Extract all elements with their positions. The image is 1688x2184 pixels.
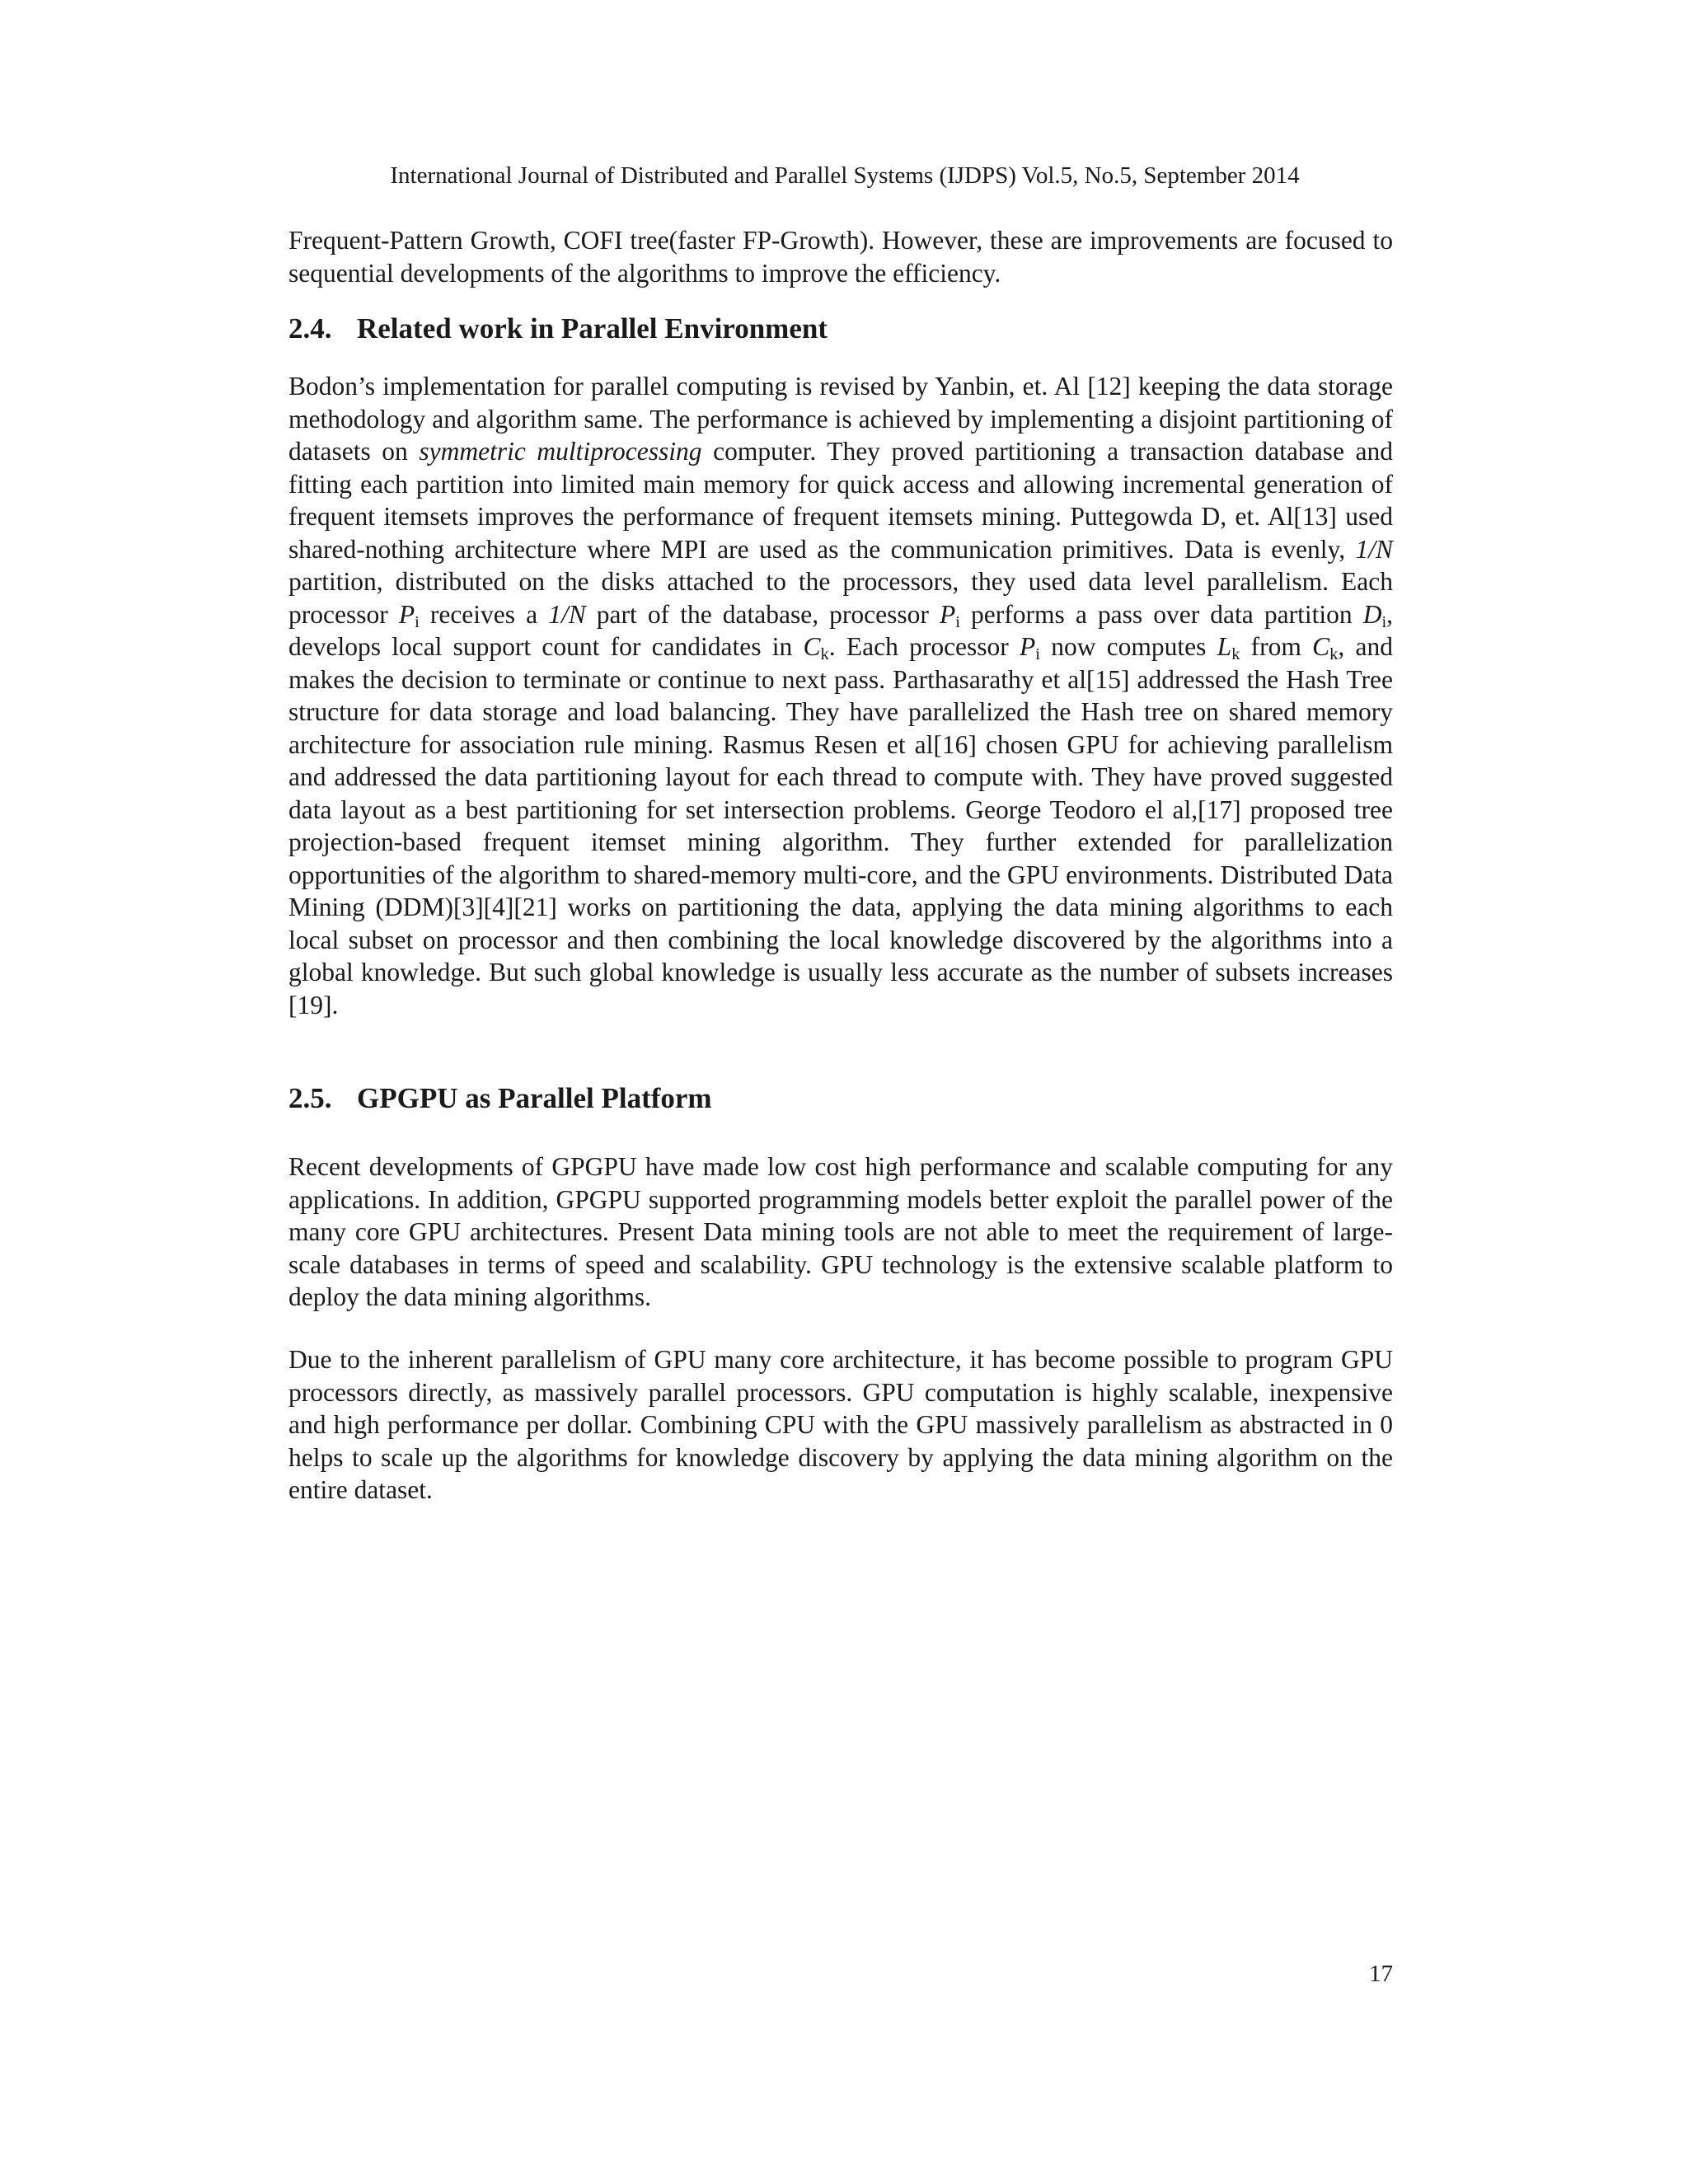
emphasis: symmetric multiprocessing: [419, 437, 702, 466]
math-symbol: C: [803, 632, 821, 661]
math-symbol: P: [1020, 632, 1036, 661]
section-2-5-paragraph-1: Recent developments of GPGPU have made low cost high performance and scalable computing for any applications. In addition, GPGPU supported programming models better exploit the parallel power of the many core GPU architectures. Present Data mining tools are not able to meet the requirement of large-scale databases in terms of speed and scalability. GPU technology is the extensive scalable platform to deploy the data mining algorithms.: [288, 1152, 1393, 1311]
section-heading-2-5: [288, 1082, 712, 1115]
math-subscript: i: [415, 612, 420, 631]
math-symbol: P: [939, 599, 956, 629]
math-subscript: i: [955, 612, 960, 631]
math-symbol: P: [398, 599, 415, 629]
section-2-5-paragraph-2: Due to the inherent parallelism of GPU many core architecture, it has become possible to program GPU processors directly, as massively parallel processors. GPU computation is highly scalable, inexpensive and high performance per dollar. Combining CPU with the GPU massively parallelism as abstracted in 0 helps to scale up the algorithms for knowledge discovery by applying the data mining algorithm on the entire dataset.: [288, 1345, 1393, 1504]
math-symbol: D: [1362, 599, 1382, 629]
page-number: 17: [1369, 1961, 1393, 1987]
math-subscript: k: [1329, 645, 1339, 664]
math-subscript: k: [1231, 645, 1240, 664]
section-heading-2-4: [288, 312, 828, 345]
math-symbol: L: [1217, 632, 1232, 661]
emphasis: 1/N: [548, 599, 586, 629]
math-subscript: i: [1381, 612, 1387, 631]
math-symbol: C: [1312, 632, 1330, 661]
section-number: 2.4.: [288, 312, 332, 344]
running-header: International Journal of Distributed and Parallel Systems (IJDPS) Vol.5, No.5, September 2014: [390, 162, 1300, 189]
section-title: Related work in Parallel Environment: [357, 312, 828, 344]
emphasis: 1/N: [1355, 534, 1393, 564]
section-2-4-paragraph: Bodon’s implementation for parallel computing is revised by Yanbin, et. Al [12] keeping the data storage methodology and algorithm same. The performance is achieved by implementing a disjoint partitioning of datasets on symmetric multiprocessing computer. They proved partitioning a transaction database and fitting each partition into limited main memory for quick access and allowing incremental generation of frequent itemsets improves the performance of frequent itemsets mining. Puttegowda D, et. Al[13] used shared-nothing architecture where MPI are used as the communication primitives. Data is evenly, 1/N partition, distributed on the disks attached to the processors, they used data level parallelism. Each processor $P_i$ receives a 1/N part of the database, processor $P_i$ performs a pass over data partition $D_i$, develops local support count for candidates in $C_k$. Each processor $P_i$ now computes $L_k$ from $C_k$, and makes the decision to terminate or continue to next pass. Parthasarathy et al[15] addressed the Hash Tree structure for data storage and load balancing. They have parallelized the Hash tree on shared memory architecture for association rule mining. Rasmus Resen et al[16] chosen GPU for achieving parallelism and addressed the data partitioning layout for each thread to compute with. They have proved suggested data layout as a best partitioning for set intersection problems. George Teodoro el al,[17] proposed tree projection-based frequent itemset mining algorithm. They further extended for parallelization opportunities of the algorithm to shared-memory multi-core, and the GPU environments. Distributed Data Mining (DDM)[3][4][21] works on partitioning the data, applying the data mining algorithms to each local subset on processor and then combining the local knowledge discovered by the algorithms into a global knowledge. But such global knowledge is usually less accurate as the number of subsets increases [19].: [288, 372, 1394, 1019]
intro-paragraph: Frequent-Pattern Growth, COFI tree(faster FP-Growth). However, these are improvements are focused to sequential developments of the algorithms to improve the efficiency.: [288, 226, 1393, 288]
math-subscript: k: [820, 645, 829, 664]
section-number: 2.5.: [288, 1082, 332, 1114]
math-subscript: i: [1035, 645, 1040, 664]
section-title: GPGPU as Parallel Platform: [357, 1082, 712, 1114]
